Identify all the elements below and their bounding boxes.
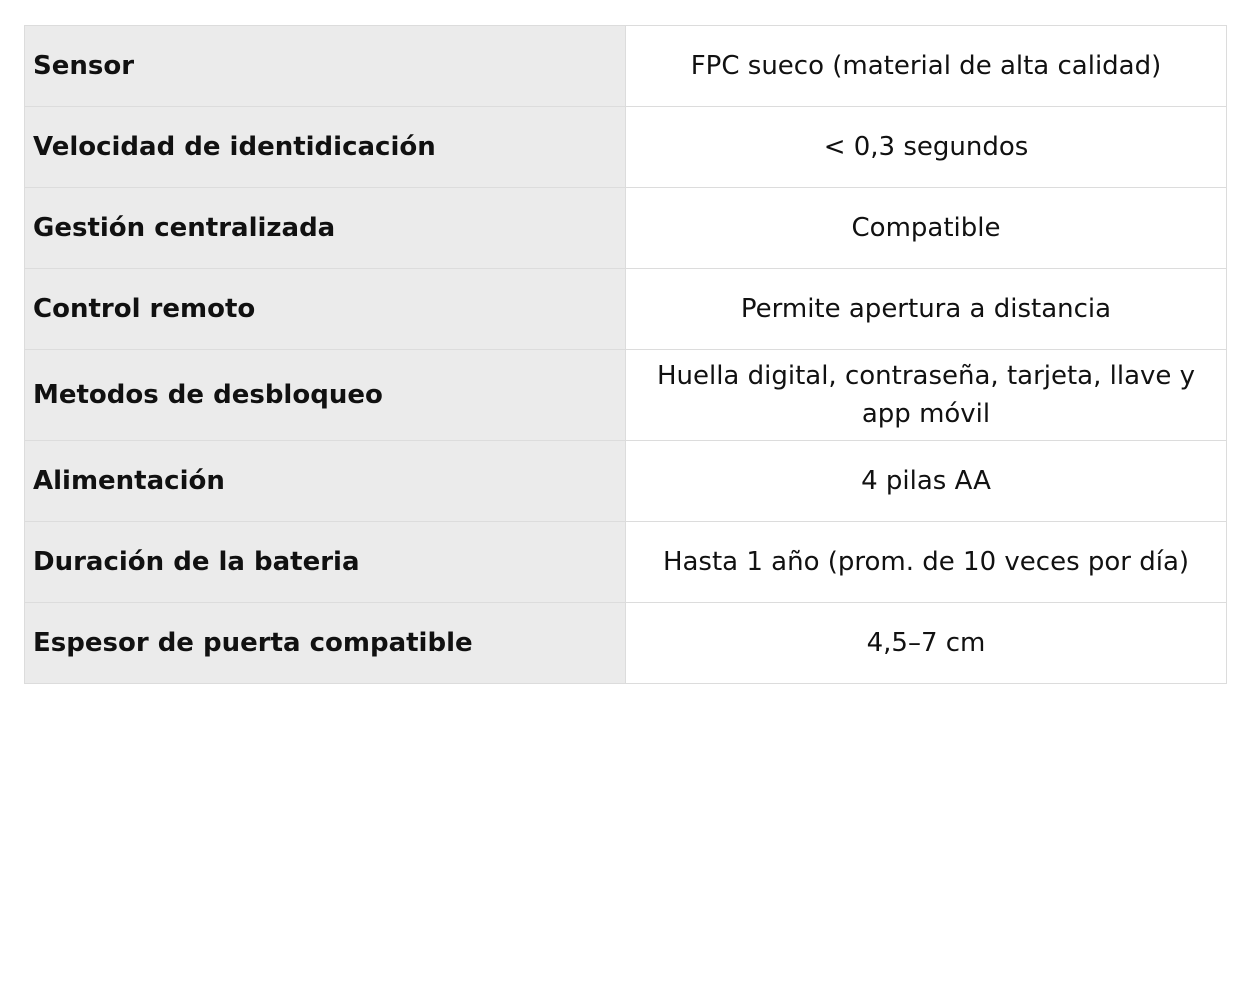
row-value: 4,5–7 cm [626,603,1227,684]
table-row [25,107,1227,188]
row-label: Duración de la bateria [25,522,626,603]
row-label: Metodos de desbloqueo [25,350,626,441]
row-label: Sensor [25,26,626,107]
table-row [25,26,1227,107]
table-row [25,603,1227,684]
row-value: FPC sueco (material de alta calidad) [626,26,1227,107]
row-label: Espesor de puerta compatible [25,603,626,684]
row-label: Velocidad de identidicación [25,107,626,188]
row-value: Compatible [626,188,1227,269]
row-value: Hasta 1 año (prom. de 10 veces por día) [626,522,1227,603]
row-value: < 0,3 segundos [626,107,1227,188]
row-label: Gestión centralizada [25,188,626,269]
row-value: Permite apertura a distancia [626,269,1227,350]
row-label: Control remoto [25,269,626,350]
spec-table [24,25,1227,684]
table-row [25,350,1227,441]
row-label: Alimentación [25,441,626,522]
table-row [25,441,1227,522]
row-value: 4 pilas AA [626,441,1227,522]
table-row [25,269,1227,350]
table-row [25,522,1227,603]
table-row [25,188,1227,269]
row-value: Huella digital, contraseña, tarjeta, llave y app móvil [626,350,1227,441]
